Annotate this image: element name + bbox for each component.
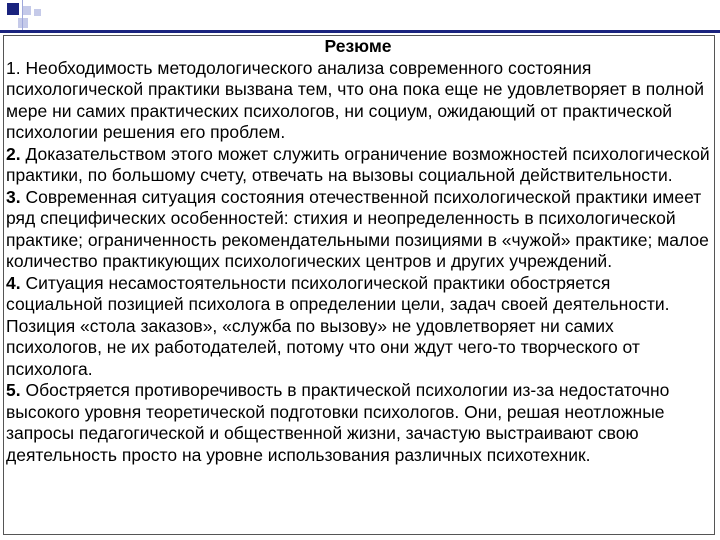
paragraph-text: Ситуация несамостоятельности психологической практики обостряется социальной позицией психолога в определении цели, задач своей деятельности. Позиция «стола заказов», «служба по вызову» не удовлетворяет ни самих психологов, не их работодателей, потому что они ждут чего-то творческого от психолога.: [6, 272, 670, 379]
paragraph-5: [6, 380, 710, 466]
decor-vertical-line: [22, 0, 23, 33]
paragraph-4: [6, 273, 710, 381]
paragraph-2: [6, 144, 710, 187]
decor-square-light-lower: [18, 18, 28, 28]
paragraph-text: Доказательством этого может служить ограничение возможностей психологической практики, по большому счету, отвечать на вызовы социальной действительности.: [6, 143, 710, 185]
decor-square-light-small: [34, 9, 41, 16]
header-rule: [0, 30, 720, 33]
paragraph-number: 2.: [6, 143, 21, 164]
decor-square-light: [22, 6, 31, 15]
paragraph-number: 3.: [6, 186, 21, 207]
paragraph-number: 4.: [6, 272, 21, 293]
paragraph-1: [6, 58, 710, 144]
paragraph-3: [6, 187, 710, 273]
slide-body: [6, 36, 710, 466]
paragraph-text: Обостряется противоречивость в практической психологии из-за недостаточно высокого уровня теоретической подготовки психологов. Они, решая неотложные запросы педагогической и общественной жизни, зачастую выстраивают свою деятельность просто на уровне использования различных психотехник.: [6, 380, 670, 465]
decor-square-dark: [7, 3, 19, 15]
paragraph-text: Современная ситуация состояния отечественной психологической практики имеет ряд специфических особенностей: стихия и неопределенность в психологической практике; ограниченность рекомендательными позициями в «чужой» практике; малое количество практикующих психологических центров и других учреждений.: [6, 186, 709, 271]
paragraph-number: 1.: [6, 57, 21, 78]
slide-title: Резюме: [324, 36, 392, 56]
paragraph-number: 5.: [6, 380, 21, 400]
paragraph-text: Необходимость методологического анализа современного состояния психологической практики вызвана тем, что она пока еще не удовлетворяет в полной мере ни самих практических психологов, ни социум, ожидающий от практической психологии решения его проблем.: [6, 57, 704, 142]
